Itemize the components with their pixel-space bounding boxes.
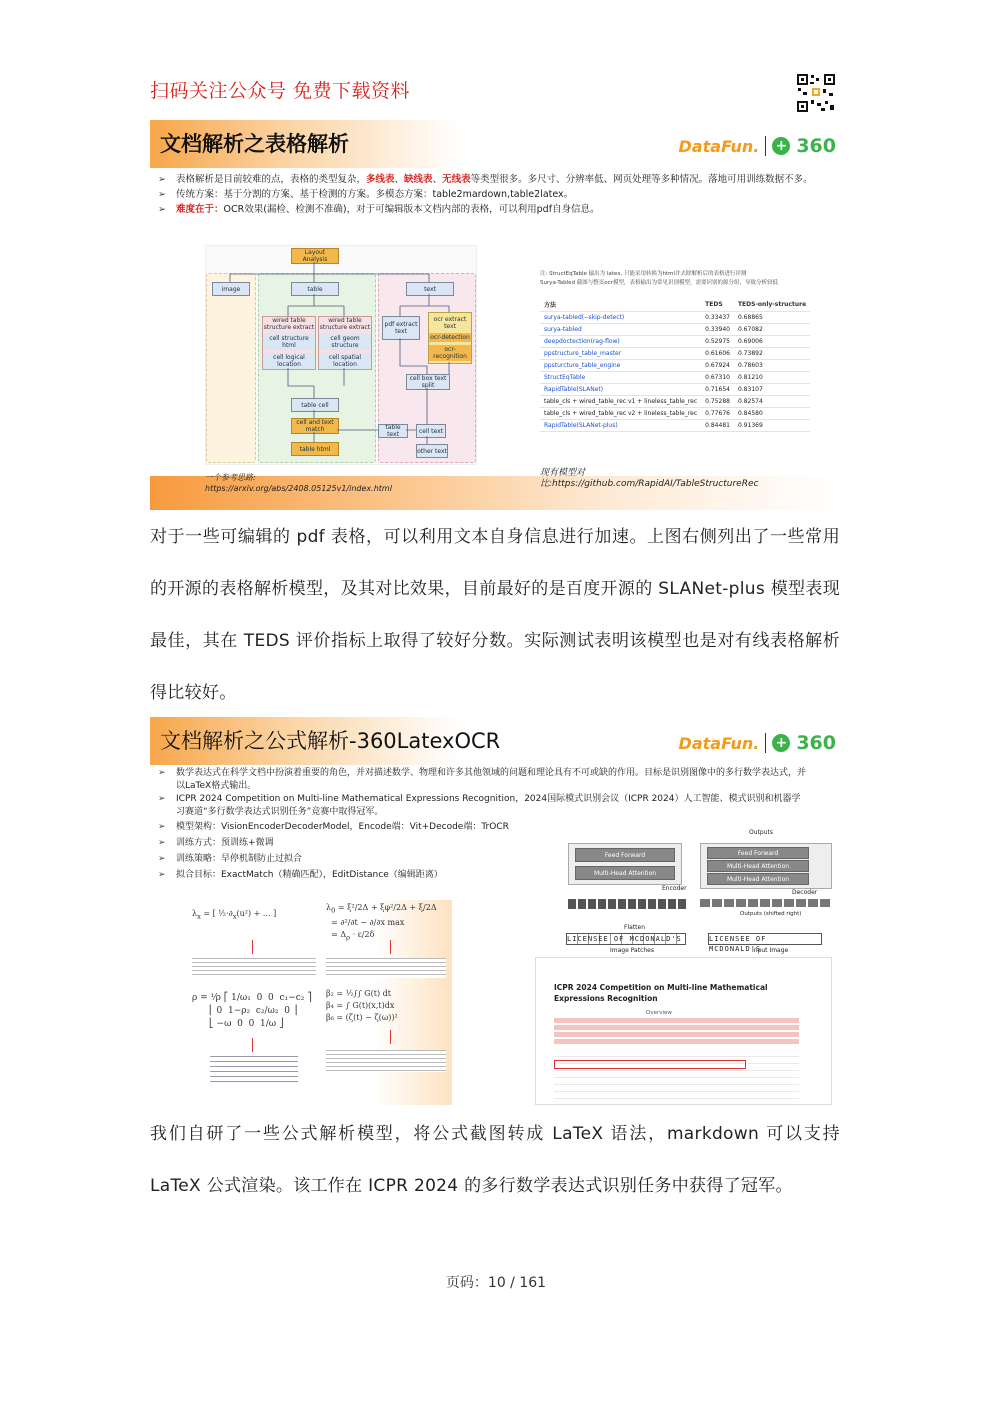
bullet-item: ➢ ICPR 2024 Competition on Multi-line Mathematical Expressions Recognition，2024国际模式识别会议（ICPR 2024）人工智能、模式识别和机器学习赛道“多行数学表达式识别任务”竞赛中取得冠军。 — [158, 794, 801, 817]
logo-360-plus-icon: + — [772, 137, 790, 155]
leaderboard-first-place-highlight — [554, 1060, 746, 1069]
score-cell: 0.81210 — [734, 372, 810, 384]
score-cell: 0.67924 — [701, 360, 734, 372]
feed-forward-box: Feed Forward — [707, 847, 809, 859]
bullet-item: ➢ 训练方式：预训练+微调 — [158, 838, 274, 848]
score-cell: 0.84580 — [734, 408, 810, 420]
score-cell: 0.78603 — [734, 360, 810, 372]
logo-360: 360 — [796, 135, 836, 157]
trocr-architecture-diagram — [564, 829, 834, 959]
image-node: image — [212, 282, 250, 296]
score-cell: 0.83107 — [734, 384, 810, 396]
slide-table-parsing — [150, 120, 840, 510]
score-cell: 0.91369 — [734, 420, 810, 432]
logo-divider — [765, 136, 766, 156]
table-note: Surya-Tabled 截图与整页ocr模型，表格输出为常见识别模型，需要识别的源分组，导致分析较低 — [540, 280, 778, 286]
text-node: text — [406, 282, 454, 296]
feed-forward-box: Feed Forward — [575, 848, 675, 862]
other-text-node: other text — [416, 444, 448, 458]
arrow-icon: ➢ — [158, 768, 166, 778]
body-paragraph: 对于一些可编辑的 pdf 表格，可以利用文本自身信息进行加速。上图右侧列出了一些常用的开源的表格解析模型，及其对比效果，目前最好的是百度开源的 SLANet-plus 模型表现最佳，其在 TEDS 评价指标上取得了较好分数。实际测试表明该模型也是对有线表格解析得比较好。 — [150, 527, 840, 703]
table-row — [540, 312, 810, 324]
latex-output-lines — [326, 958, 446, 978]
table-row — [540, 420, 810, 432]
formula-samples-image — [190, 900, 452, 1105]
arrow-icon: ➢ — [158, 838, 166, 848]
latex-output-lines — [326, 1050, 446, 1072]
cell-text-node: cell text — [416, 424, 446, 438]
logo-360-plus-icon: + — [772, 734, 790, 752]
qr-code-icon[interactable] — [796, 73, 836, 113]
input-image-label: Input Image — [752, 947, 789, 954]
method-cell[interactable]: RapidTable(SLANet) — [540, 384, 701, 396]
score-cell: 0.67082 — [734, 324, 810, 336]
bullet-item: ➢ 难度在于：OCR效果(漏检、检测不准确)，对于可编辑版本文档内部的表格，可以利用pdf自身信息。 — [158, 204, 600, 215]
arrow-icon: ➢ — [158, 794, 166, 804]
table-row — [540, 360, 810, 372]
input-image-strip: LICENSEE OF MCDONALD'S — [708, 933, 822, 945]
score-cell: 0.33940 — [701, 324, 734, 336]
decoder-label: Decoder — [792, 889, 818, 896]
table-row — [540, 408, 810, 420]
arrow-down-icon — [390, 940, 391, 954]
table-notes — [540, 270, 830, 288]
table-note: 注: StructEqTable 输出为 latex, 只能采用转换为html并去除解析后的表格进行评测 — [540, 271, 747, 277]
method-cell[interactable]: ppstructure_table_master — [540, 348, 701, 360]
caption-right: 现有模型对 比:https://github.com/RapidAI/TableStructureRec — [540, 468, 759, 489]
cell-text-match-node: cell and text match — [291, 418, 339, 434]
method-cell[interactable]: ppsturcture_table_engine — [540, 360, 701, 372]
score-cell: 0.82574 — [734, 396, 810, 408]
competition-screenshot — [535, 957, 832, 1105]
bullet-item: ➢ 训练策略：早停机制防止过拟合 — [158, 854, 303, 864]
body-paragraph: 我们自研了一些公式解析模型，将公式截图转成 LaTeX 语法，markdown 可以支持 LaTeX 公式渲染。该工作在 ICPR 2024 的多行数学表达式识别任务中获得了冠军。 — [150, 1124, 840, 1196]
method-cell[interactable]: surya-tabled — [540, 324, 701, 336]
bullet-item: ➢ 拟合目标：ExactMatch（精确匹配），EditDistance（编辑距离） — [158, 870, 443, 880]
flatten-label: Flatten — [624, 924, 645, 931]
news-highlights — [554, 1018, 799, 1046]
ocr-extract-node: ocr extract text ocr-detection ocr-recognition — [428, 312, 472, 364]
wired-extract-node: wired table structure extract cell structure html cell logical location — [263, 317, 315, 368]
wireless-extract-node: wired table structure extract cell geom structure cell spatial location — [319, 317, 371, 368]
method-cell[interactable]: table_cls + wired_table_rec v2 + lineless_table_rec — [540, 408, 701, 420]
image-patches-label: Image Patches — [610, 947, 654, 954]
latex-output-lines — [210, 1056, 298, 1086]
score-cell: 0.77676 — [701, 408, 734, 420]
table-html-node: table html — [291, 442, 339, 456]
score-cell: 0.84481 — [701, 420, 734, 432]
slide-title: 文档解析之表格解析 — [160, 132, 349, 156]
table-row — [540, 324, 810, 336]
layout-analysis-node: Layout Analysis — [291, 248, 339, 264]
partner-logos — [679, 134, 836, 158]
method-cell[interactable]: StructEqTable — [540, 372, 701, 384]
slide-title: 文档解析之公式解析-360LatexOCR — [160, 729, 501, 753]
arrow-icon: ➢ — [158, 189, 166, 200]
cell-box-split-node: cell box text split — [406, 374, 450, 390]
bullet-item: ➢ 传统方案：基于分割的方案、基于检测的方案。多模态方案：table2mardown,table2latex。 — [158, 189, 574, 200]
col-header-teds-structure: TEDS-only-structure — [734, 298, 810, 312]
table-cell-node: table cell — [291, 398, 339, 412]
arrow-down-icon — [252, 1038, 253, 1052]
arrow-icon: ➢ — [158, 204, 166, 215]
formula-matrix: ρ = ¹⁄ρ ⎡ 1/ω₁ 0 0 c₁−c₂ ⎤ ⎢ 0 1−ρ₂ c₂/ω₂ 0 ⎥ ⎣ −ω 0 0 1/ω ⎦ — [192, 993, 312, 1029]
leaderboard-table — [554, 1050, 799, 1100]
image-patches-strip: LICENSEE OF MCDONALD'S — [566, 933, 686, 945]
table-row — [540, 372, 810, 384]
score-cell: 0.71654 — [701, 384, 734, 396]
encoder-block — [568, 843, 682, 885]
score-cell: 0.69006 — [734, 336, 810, 348]
caption-left: 一个参考思路: https://arxiv.org/abs/2408.05125v1/index.html — [205, 473, 392, 493]
formula-integrals: β₂ = ½∫∫ G(t) dt β₄ = ∫ G(t)(x,t)dx β₆ = (ζ(t) − ζ(ω))² — [326, 989, 398, 1022]
page-number: 页码：10 / 161 — [445, 1275, 547, 1291]
table-pipeline-diagram — [205, 245, 477, 465]
datafun-logo: DataFun. — [678, 733, 760, 753]
method-cell[interactable]: table_cls + wired_table_rec v1 + lineless_table_rec — [540, 396, 701, 408]
logo-360: 360 — [796, 732, 836, 754]
arrow-icon: ➢ — [158, 854, 166, 864]
method-cell[interactable]: deepdoctection(rag-flow) — [540, 336, 701, 348]
score-cell: 0.52975 — [701, 336, 734, 348]
outputs-shifted-label: Outputs (shifted right) — [740, 911, 802, 917]
table-row — [540, 336, 810, 348]
slide-formula-parsing — [150, 717, 840, 1105]
table-row — [540, 396, 810, 408]
arrow-icon: ➢ — [158, 870, 166, 880]
mha-box: Multi-Head Attention — [575, 866, 675, 880]
formula-sample: $\lambda_0 = \xi^2/2\Delta + \xi\varphi^2/2\Delta + \xi/2\Delta$ = ∂²/∂t − ∂/∂x max = $\Delta_\rho \cdot \varepsilon/2\delta$ — [326, 903, 437, 942]
promo-header: 扫码关注公众号 免费下载资料 — [150, 80, 411, 102]
bullet-item: ➢ 表格解析是目前较难的点，表格的类型复杂，多线表、缺线表、无线表等类型很多。多尺寸、分辨率低、网页处理等多种情况。落地可用训练数据不多。 — [158, 174, 813, 185]
diagram-arrows — [206, 246, 476, 464]
method-cell[interactable]: surya-tabled(--skip-detect) — [540, 312, 701, 324]
score-cell: 0.61606 — [701, 348, 734, 360]
table-node: table — [291, 282, 339, 296]
col-header-teds: TEDS — [701, 298, 734, 312]
model-comparison-table — [540, 298, 810, 432]
score-cell: 0.75288 — [701, 396, 734, 408]
slide1-bullets — [158, 172, 828, 217]
competition-title: ICPR 2024 Competition on Multi-line Mathematical Expressions Recognition — [554, 983, 768, 1003]
arrow-down-icon — [252, 940, 253, 954]
method-cell[interactable]: RapidTable(SLANet-plus) — [540, 420, 701, 432]
score-cell: 0.73892 — [734, 348, 810, 360]
output-embeddings — [700, 899, 830, 907]
pdf-extract-node: pdf extract text — [382, 316, 420, 340]
partner-logos — [679, 731, 836, 755]
latex-output-lines — [192, 958, 316, 978]
mha-box: Multi-Head Attention — [707, 873, 809, 885]
patch-embeddings — [568, 899, 688, 909]
table-row — [540, 348, 810, 360]
mha-box: Multi-Head Attention — [707, 860, 809, 872]
table-row — [540, 384, 810, 396]
outputs-label: Outputs — [749, 829, 773, 836]
formula-sample: $\lambda_x$ = [ $\frac{1}{2}\cdot\partial_x(u^2)$ + ... ] — [192, 909, 277, 921]
datafun-logo: DataFun. — [678, 136, 760, 156]
score-cell: 0.67310 — [701, 372, 734, 384]
logo-divider — [765, 733, 766, 753]
arrow-down-icon — [390, 1030, 391, 1044]
col-header-method: 方法 — [540, 298, 701, 312]
bullet-item: ➢ 数学表达式在科学文档中扮演着重要的角色，并对描述数学、物理和许多其他领域的问题和理论具有不可或缺的作用。目标是识别图像中的多行数学表达式，并以LaTeX格式输出。 — [158, 768, 807, 791]
score-cell: 0.33437 — [701, 312, 734, 324]
table-text-node: table text — [378, 424, 408, 438]
arrow-icon: ➢ — [158, 822, 166, 832]
score-cell: 0.68865 — [734, 312, 810, 324]
arrow-icon: ➢ — [158, 174, 166, 185]
decoder-block — [700, 843, 832, 889]
bullet-item: ➢ 模型架构：VisionEncoderDecoderModel，Encode端：Vit+Decode端：TrOCR — [158, 822, 509, 832]
encoder-label: Encoder — [662, 885, 687, 892]
competition-overview: Overview — [646, 1010, 672, 1016]
